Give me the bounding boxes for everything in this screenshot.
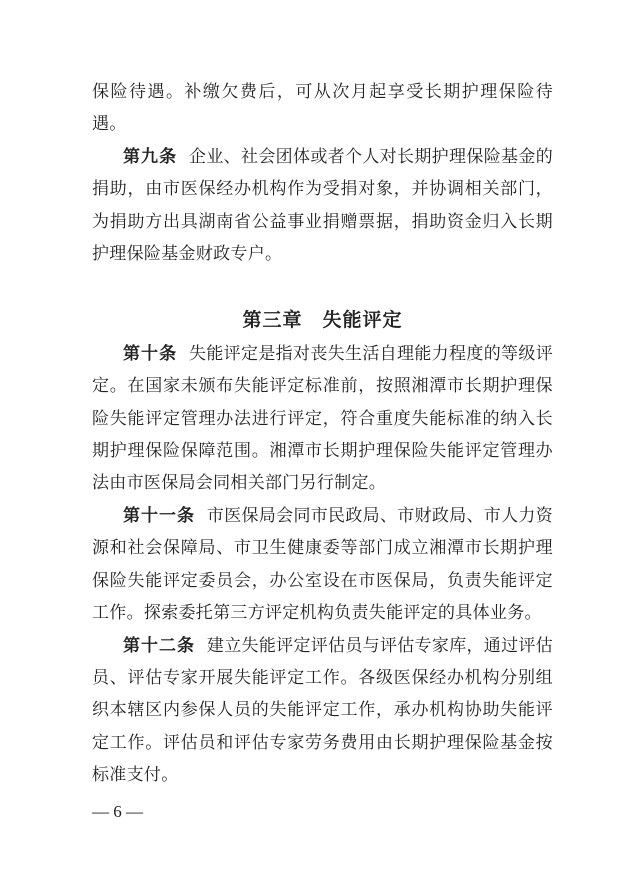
article-paragraph: 第十二条 建立失能评定评估员与评估专家库，通过评估员、评估专家开展失能评定工作。各级医保经办机构分别组织本辖区内参保人员的失能评定工作，承办机构协助失能评定工作。评估员和评估专家劳务费用由长期护理保险基金按标准支付。 (92, 635, 554, 785)
article-number: 第九条 (123, 146, 178, 166)
article-paragraph: 第十条 失能评定是指对丧失生活自理能力程度的等级评定。在国家未颁布失能评定标准前，按照湘潭市长期护理保险失能评定管理办法进行评定，符合重度失能标准的纳入长期护理保险保障范围。湘潭市长期护理保险失能评定管理办法由市医保局会同相关部门另行制定。 (92, 343, 553, 493)
chapter-heading: 第三章 失能评定 (242, 310, 403, 332)
document-body (92, 76, 553, 792)
article-number: 第十一条 (123, 505, 196, 525)
article-paragraph: 第十一条 市医保局会同市民政局、市财政局、市人力资源和社会保障局、市卫生健康委等部门成立湘潭市长期护理保险失能评定委员会，办公室设在市医保局，负责失能评定工作。探索委托第三方评定机构负责失能评定的具体业务。 (92, 505, 554, 623)
page-footer (92, 801, 143, 823)
article-number: 第十二条 (123, 635, 196, 655)
article-paragraph: 第九条 企业、社会团体或者个人对长期护理保险基金的捐助，由市医保经办机构作为受捐对象，并协调相关部门，为捐助方出具湖南省公益事业捐赠票据，捐助资金归入长期护理保险基金财政专户。 (92, 146, 553, 264)
page-number: — 6 — (92, 802, 143, 821)
continuation-paragraph: 保险待遇。补缴欠费后，可从次月起享受长期护理保险待遇。 (92, 82, 553, 134)
article-number: 第十条 (123, 343, 178, 363)
